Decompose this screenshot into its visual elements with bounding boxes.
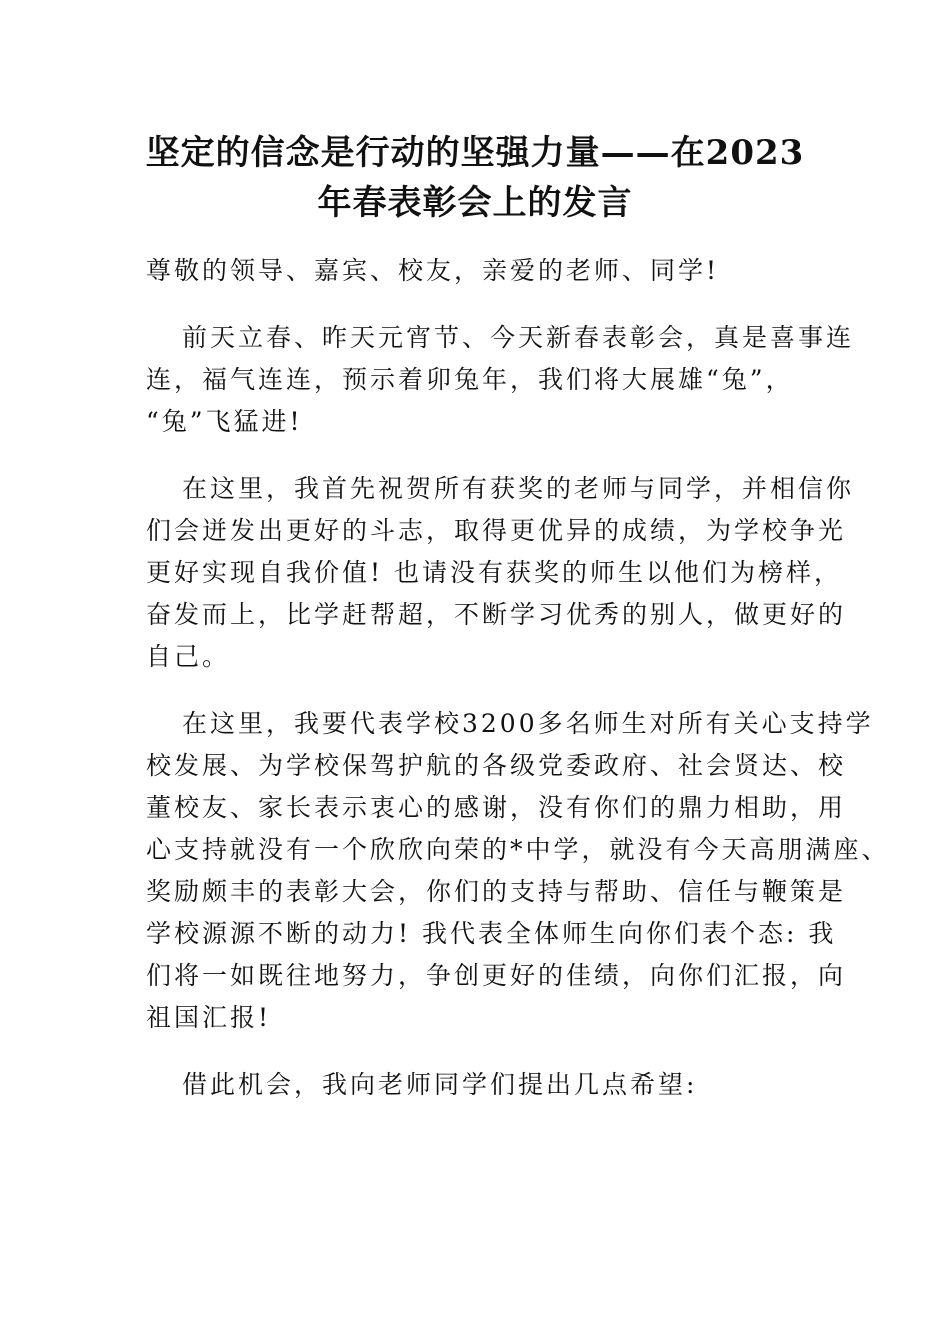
paragraph-line: 奖励颇丰的表彰大会，你们的支持与帮助、信任与鞭策是 [146, 877, 847, 906]
title-line: 年春表彰会上的发言 [317, 183, 633, 223]
paragraph-3 [146, 703, 890, 1039]
paragraph-2 [146, 468, 855, 678]
paragraph-line: 奋发而上，比学赶帮超，不断学习优秀的别人，做更好的 [146, 600, 847, 629]
greeting-text: 尊敬的领导、嘉宾、校友，亲爱的老师、同学! [146, 256, 720, 285]
paragraph-line: 借此机会，我向老师同学们提出几点希望: [182, 1070, 698, 1099]
paragraph-line: 们将一如既往地努力，争创更好的佳绩，向你们汇报，向 [146, 961, 847, 990]
paragraph-4 [146, 1064, 806, 1106]
paragraph-line: “兔”飞猛进! [146, 407, 303, 436]
paragraph-line: 校发展、为学校保驾护航的各级党委政府、社会贤达、校 [146, 751, 847, 780]
document-body [146, 250, 890, 1131]
document-title [140, 128, 810, 228]
paragraph-line: 心支持就没有一个欣欣向荣的*中学，就没有今天高朋满座、 [146, 835, 890, 864]
paragraph-line: 自己。 [146, 642, 231, 671]
paragraph-line: 在这里，我要代表学校3200多名师生对所有关心支持学 [182, 709, 874, 738]
paragraph-line: 们会迸发出更好的斗志，取得更优异的成绩，为学校争光 [146, 516, 847, 545]
paragraph-line: 董校友、家长表示衷心的感谢，没有你们的鼎力相助，用 [146, 793, 847, 822]
paragraph-line: 在这里，我首先祝贺所有获奖的老师与同学，并相信你 [182, 474, 855, 503]
title-line: 坚定的信念是行动的坚强力量——在2023 [145, 133, 805, 173]
paragraph-line: 祖国汇报! [146, 1003, 272, 1032]
paragraph-1 [146, 317, 855, 443]
paragraph-line: 更好实现自我价值! 也请没有获奖的师生以他们为榜样， [146, 558, 842, 587]
paragraph-line: 学校源源不断的动力! 我代表全体师生向你们表个态: 我 [146, 919, 837, 948]
paragraph-line: 前天立春、昨天元宵节、今天新春表彰会，真是喜事连 [182, 323, 855, 352]
paragraph-line: 连，福气连连，预示着卯兔年，我们将大展雄“兔”， [146, 365, 794, 394]
greeting [146, 250, 806, 292]
